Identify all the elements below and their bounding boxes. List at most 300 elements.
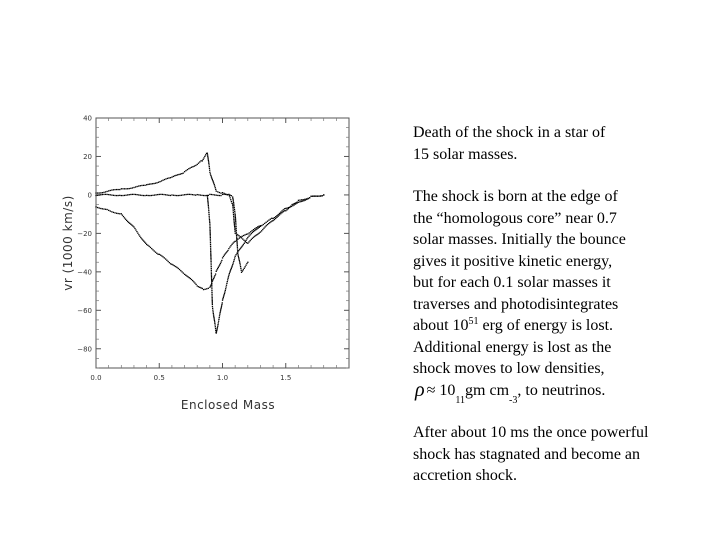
data-point xyxy=(210,233,211,234)
data-point xyxy=(305,199,306,200)
data-point xyxy=(219,264,220,265)
data-point xyxy=(211,297,212,298)
data-point xyxy=(242,245,243,246)
data-point xyxy=(295,202,296,203)
data-point xyxy=(294,204,295,205)
data-point xyxy=(206,195,207,196)
data-point xyxy=(217,327,218,328)
data-point xyxy=(199,161,200,162)
data-point xyxy=(250,234,251,235)
data-point xyxy=(235,214,236,215)
data-point xyxy=(210,249,211,250)
data-point xyxy=(264,223,265,224)
data-point xyxy=(184,274,185,275)
data-point xyxy=(267,221,268,222)
data-point xyxy=(285,208,286,209)
data-point xyxy=(234,207,235,208)
data-point xyxy=(191,167,192,168)
data-point xyxy=(214,184,215,185)
data-point xyxy=(102,208,103,209)
data-point xyxy=(233,200,234,201)
data-point xyxy=(215,326,216,327)
data-point xyxy=(250,240,251,241)
data-point xyxy=(211,277,212,278)
data-point xyxy=(251,233,252,234)
data-point xyxy=(214,276,215,277)
data-point xyxy=(208,158,209,159)
data-point xyxy=(268,223,269,224)
data-point xyxy=(233,262,234,263)
data-point xyxy=(99,194,100,195)
data-point xyxy=(108,190,109,191)
density-suffix: , to neutrinos. xyxy=(517,381,606,399)
data-point xyxy=(209,224,210,225)
data-point xyxy=(228,248,229,249)
data-point xyxy=(200,287,201,288)
data-point xyxy=(211,268,212,269)
data-point xyxy=(97,192,98,193)
data-point xyxy=(181,195,182,196)
data-point xyxy=(318,195,319,196)
data-point xyxy=(215,189,216,190)
data-point xyxy=(214,318,215,319)
data-point xyxy=(310,196,311,197)
data-point xyxy=(234,223,235,224)
data-point xyxy=(140,195,141,196)
data-point xyxy=(122,195,123,196)
data-point xyxy=(110,194,111,195)
data-point xyxy=(195,194,196,195)
data-point xyxy=(186,194,187,195)
data-point xyxy=(250,231,251,232)
data-point xyxy=(209,230,210,231)
data-point xyxy=(242,270,243,271)
data-point xyxy=(176,195,177,196)
data-point xyxy=(245,240,246,241)
data-point xyxy=(190,278,191,279)
data-point xyxy=(199,287,200,288)
data-point xyxy=(220,261,221,262)
data-point xyxy=(210,175,211,176)
data-point xyxy=(140,237,141,238)
data-point xyxy=(170,263,171,264)
data-point xyxy=(170,177,171,178)
data-point xyxy=(252,232,253,233)
data-point xyxy=(226,283,227,284)
data-point xyxy=(278,215,279,216)
data-point xyxy=(236,235,237,236)
data-point xyxy=(213,316,214,317)
data-point xyxy=(237,250,238,251)
data-point xyxy=(229,273,230,274)
data-point xyxy=(220,311,221,312)
data-point xyxy=(235,215,236,216)
data-point xyxy=(223,194,224,195)
data-point xyxy=(159,194,160,195)
data-point xyxy=(185,170,186,171)
data-point xyxy=(306,199,307,200)
data-point xyxy=(190,167,191,168)
data-point xyxy=(247,237,248,238)
data-point xyxy=(164,179,165,180)
data-point xyxy=(260,231,261,232)
data-point xyxy=(236,242,237,243)
data-point xyxy=(198,194,199,195)
data-point xyxy=(284,208,285,209)
data-point xyxy=(225,290,226,291)
data-point xyxy=(151,248,152,249)
data-point xyxy=(210,234,211,235)
data-point xyxy=(220,263,221,264)
data-point xyxy=(271,220,272,221)
data-point xyxy=(207,198,208,199)
data-point xyxy=(167,178,168,179)
data-point xyxy=(246,263,247,264)
data-point xyxy=(216,190,217,191)
data-point xyxy=(151,195,152,196)
data-point xyxy=(215,328,216,329)
data-point xyxy=(263,228,264,229)
data-point xyxy=(210,258,211,259)
data-point xyxy=(179,269,180,270)
data-point xyxy=(138,185,139,186)
data-point xyxy=(231,195,232,196)
data-point xyxy=(217,326,218,327)
data-point xyxy=(187,194,188,195)
data-point xyxy=(141,238,142,239)
data-point xyxy=(209,228,210,229)
data-point xyxy=(171,176,172,177)
data-point xyxy=(218,267,219,268)
data-point xyxy=(238,250,239,251)
data-point xyxy=(203,289,204,290)
data-point xyxy=(226,252,227,253)
data-point xyxy=(230,245,231,246)
data-point xyxy=(236,233,237,234)
data-point xyxy=(187,169,188,170)
data-point xyxy=(219,312,220,313)
data-point xyxy=(165,194,166,195)
data-point xyxy=(244,241,245,242)
data-point xyxy=(230,199,231,200)
data-point xyxy=(105,191,106,192)
data-point xyxy=(162,194,163,195)
data-point xyxy=(124,217,125,218)
data-point xyxy=(118,189,119,190)
body-line-8: shock moves to low densities, xyxy=(413,360,605,377)
data-point xyxy=(158,182,159,183)
data-point xyxy=(219,317,220,318)
data-point xyxy=(187,276,188,277)
data-point xyxy=(233,219,234,220)
closing-line-1: After about 10 ms the once powerful xyxy=(413,424,649,441)
data-point xyxy=(202,160,203,161)
data-point xyxy=(133,187,134,188)
data-point xyxy=(135,229,136,230)
data-point xyxy=(127,188,128,189)
data-point xyxy=(235,221,236,222)
data-point xyxy=(205,289,206,290)
data-point xyxy=(234,231,235,232)
data-point xyxy=(234,212,235,213)
data-point xyxy=(176,267,177,268)
data-point xyxy=(138,194,139,195)
data-point xyxy=(229,195,230,196)
data-point xyxy=(161,255,162,256)
data-point xyxy=(278,214,279,215)
data-point xyxy=(225,253,226,254)
data-point xyxy=(301,199,302,200)
data-point xyxy=(164,257,165,258)
data-point xyxy=(169,262,170,263)
data-point xyxy=(147,184,148,185)
data-point xyxy=(230,269,231,270)
data-point xyxy=(317,195,318,196)
y-tick-label-5: −60 xyxy=(77,306,92,315)
data-point xyxy=(256,227,257,228)
data-point xyxy=(242,238,243,239)
y-tick-label-3: −20 xyxy=(77,229,92,238)
data-point xyxy=(239,237,240,238)
data-point xyxy=(209,231,210,232)
data-point xyxy=(283,211,284,212)
data-point xyxy=(182,194,183,195)
data-point xyxy=(257,226,258,227)
data-point xyxy=(222,302,223,303)
data-point xyxy=(212,180,213,181)
data-point xyxy=(212,304,213,305)
data-point xyxy=(240,248,241,249)
data-point xyxy=(227,250,228,251)
data-point xyxy=(234,229,235,230)
data-point xyxy=(221,307,222,308)
data-point xyxy=(162,256,163,257)
data-point xyxy=(174,195,175,196)
data-point xyxy=(183,272,184,273)
y-tick-label-4: −40 xyxy=(77,268,92,277)
data-point xyxy=(209,194,210,195)
data-point xyxy=(239,261,240,262)
data-point xyxy=(203,157,204,158)
density-line: ρ ≈ 10 11 gm cm -3 , to neutrinos. xyxy=(415,378,606,406)
data-point xyxy=(291,204,292,205)
data-point xyxy=(280,212,281,213)
data-point xyxy=(165,258,166,259)
data-point xyxy=(133,226,134,227)
data-point xyxy=(175,266,176,267)
data-point xyxy=(214,321,215,322)
data-point xyxy=(234,209,235,210)
data-point xyxy=(216,330,217,331)
data-point xyxy=(176,175,177,176)
data-point xyxy=(224,291,225,292)
data-point xyxy=(160,254,161,255)
data-point xyxy=(216,331,217,332)
data-point xyxy=(210,255,211,256)
data-point xyxy=(211,290,212,291)
data-point xyxy=(118,213,119,214)
data-point xyxy=(148,195,149,196)
data-point xyxy=(210,259,211,260)
data-point xyxy=(279,214,280,215)
data-point xyxy=(312,196,313,197)
data-point xyxy=(110,190,111,191)
data-point xyxy=(170,195,171,196)
data-point xyxy=(234,211,235,212)
data-point xyxy=(103,208,104,209)
data-point xyxy=(232,203,233,204)
data-point xyxy=(121,195,122,196)
data-point xyxy=(212,301,213,302)
data-point xyxy=(208,164,209,165)
data-point xyxy=(235,256,236,257)
data-point xyxy=(209,216,210,217)
data-point xyxy=(220,192,221,193)
data-point xyxy=(243,244,244,245)
data-point xyxy=(225,288,226,289)
data-point xyxy=(210,237,211,238)
data-point xyxy=(241,272,242,273)
data-point xyxy=(256,228,257,229)
data-point xyxy=(232,264,233,265)
data-point xyxy=(264,226,265,227)
data-point xyxy=(211,194,212,195)
data-point xyxy=(213,183,214,184)
data-point xyxy=(276,217,277,218)
data-point xyxy=(291,206,292,207)
data-point xyxy=(221,305,222,306)
data-point xyxy=(266,225,267,226)
data-point xyxy=(130,188,131,189)
data-point xyxy=(173,264,174,265)
data-point xyxy=(105,209,106,210)
data-point xyxy=(231,267,232,268)
data-point xyxy=(144,185,145,186)
data-point xyxy=(274,219,275,220)
data-point xyxy=(119,189,120,190)
data-point xyxy=(280,213,281,214)
data-point xyxy=(233,205,234,206)
data-point xyxy=(99,192,100,193)
data-point xyxy=(114,195,115,196)
data-point xyxy=(174,265,175,266)
data-point xyxy=(211,273,212,274)
data-point xyxy=(270,219,271,220)
data-point xyxy=(261,230,262,231)
data-points xyxy=(95,153,324,334)
data-point xyxy=(212,308,213,309)
data-point xyxy=(217,191,218,192)
data-point xyxy=(121,213,122,214)
data-point xyxy=(212,306,213,307)
data-point xyxy=(223,256,224,257)
data-point xyxy=(118,195,119,196)
data-point xyxy=(171,194,172,195)
data-point xyxy=(213,314,214,315)
data-point xyxy=(240,264,241,265)
data-point xyxy=(259,232,260,233)
data-point xyxy=(234,226,235,227)
data-point xyxy=(211,294,212,295)
data-point xyxy=(208,205,209,206)
data-point xyxy=(208,214,209,215)
data-point xyxy=(249,232,250,233)
y-tick-label-2: 0 xyxy=(87,191,92,200)
data-point xyxy=(212,300,213,301)
data-point xyxy=(147,245,148,246)
data-point xyxy=(218,319,219,320)
data-point xyxy=(157,194,158,195)
data-point xyxy=(171,264,172,265)
data-point xyxy=(233,216,234,217)
axis-ticks xyxy=(96,118,349,368)
rho-symbol: ρ xyxy=(415,378,425,401)
data-point xyxy=(97,195,98,196)
data-point xyxy=(180,270,181,271)
data-point xyxy=(244,268,245,269)
data-point xyxy=(216,328,217,329)
data-point xyxy=(238,258,239,259)
data-point xyxy=(213,313,214,314)
data-point xyxy=(100,194,101,195)
data-point xyxy=(253,231,254,232)
data-point xyxy=(252,238,253,239)
data-point xyxy=(124,195,125,196)
data-point xyxy=(235,233,236,234)
data-point xyxy=(99,207,100,208)
data-point xyxy=(216,269,217,270)
data-point xyxy=(233,217,234,218)
approx-symbol: ≈ xyxy=(426,381,436,399)
data-point xyxy=(284,210,285,211)
body-line-2: the “homologous core” near 0.7 xyxy=(413,209,617,227)
data-point xyxy=(103,192,104,193)
data-point xyxy=(154,250,155,251)
data-point xyxy=(231,244,232,245)
data-point xyxy=(110,210,111,211)
data-point xyxy=(133,194,134,195)
y-tick-label-6: −80 xyxy=(77,345,92,354)
data-point xyxy=(159,181,160,182)
data-point xyxy=(238,257,239,258)
x-axis-title: Enclosed Mass xyxy=(180,398,276,412)
data-point xyxy=(124,188,125,189)
data-point xyxy=(214,320,215,321)
data-point xyxy=(211,292,212,293)
data-point xyxy=(214,323,215,324)
data-point xyxy=(208,208,209,209)
data-point xyxy=(211,295,212,296)
data-point xyxy=(236,241,237,242)
data-point xyxy=(121,188,122,189)
data-point xyxy=(246,242,247,243)
closing-line-3: accretion shock. xyxy=(413,467,517,484)
data-point xyxy=(210,242,211,243)
data-point xyxy=(210,248,211,249)
data-point xyxy=(221,304,222,305)
y-tick-label-0: 40 xyxy=(83,114,92,123)
data-point xyxy=(174,175,175,176)
data-point xyxy=(144,195,145,196)
data-point xyxy=(185,275,186,276)
data-point xyxy=(210,235,211,236)
data-point xyxy=(235,254,236,255)
data-point xyxy=(211,283,212,284)
data-point xyxy=(156,182,157,183)
data-point xyxy=(143,185,144,186)
data-point xyxy=(251,230,252,231)
data-point xyxy=(211,264,212,265)
